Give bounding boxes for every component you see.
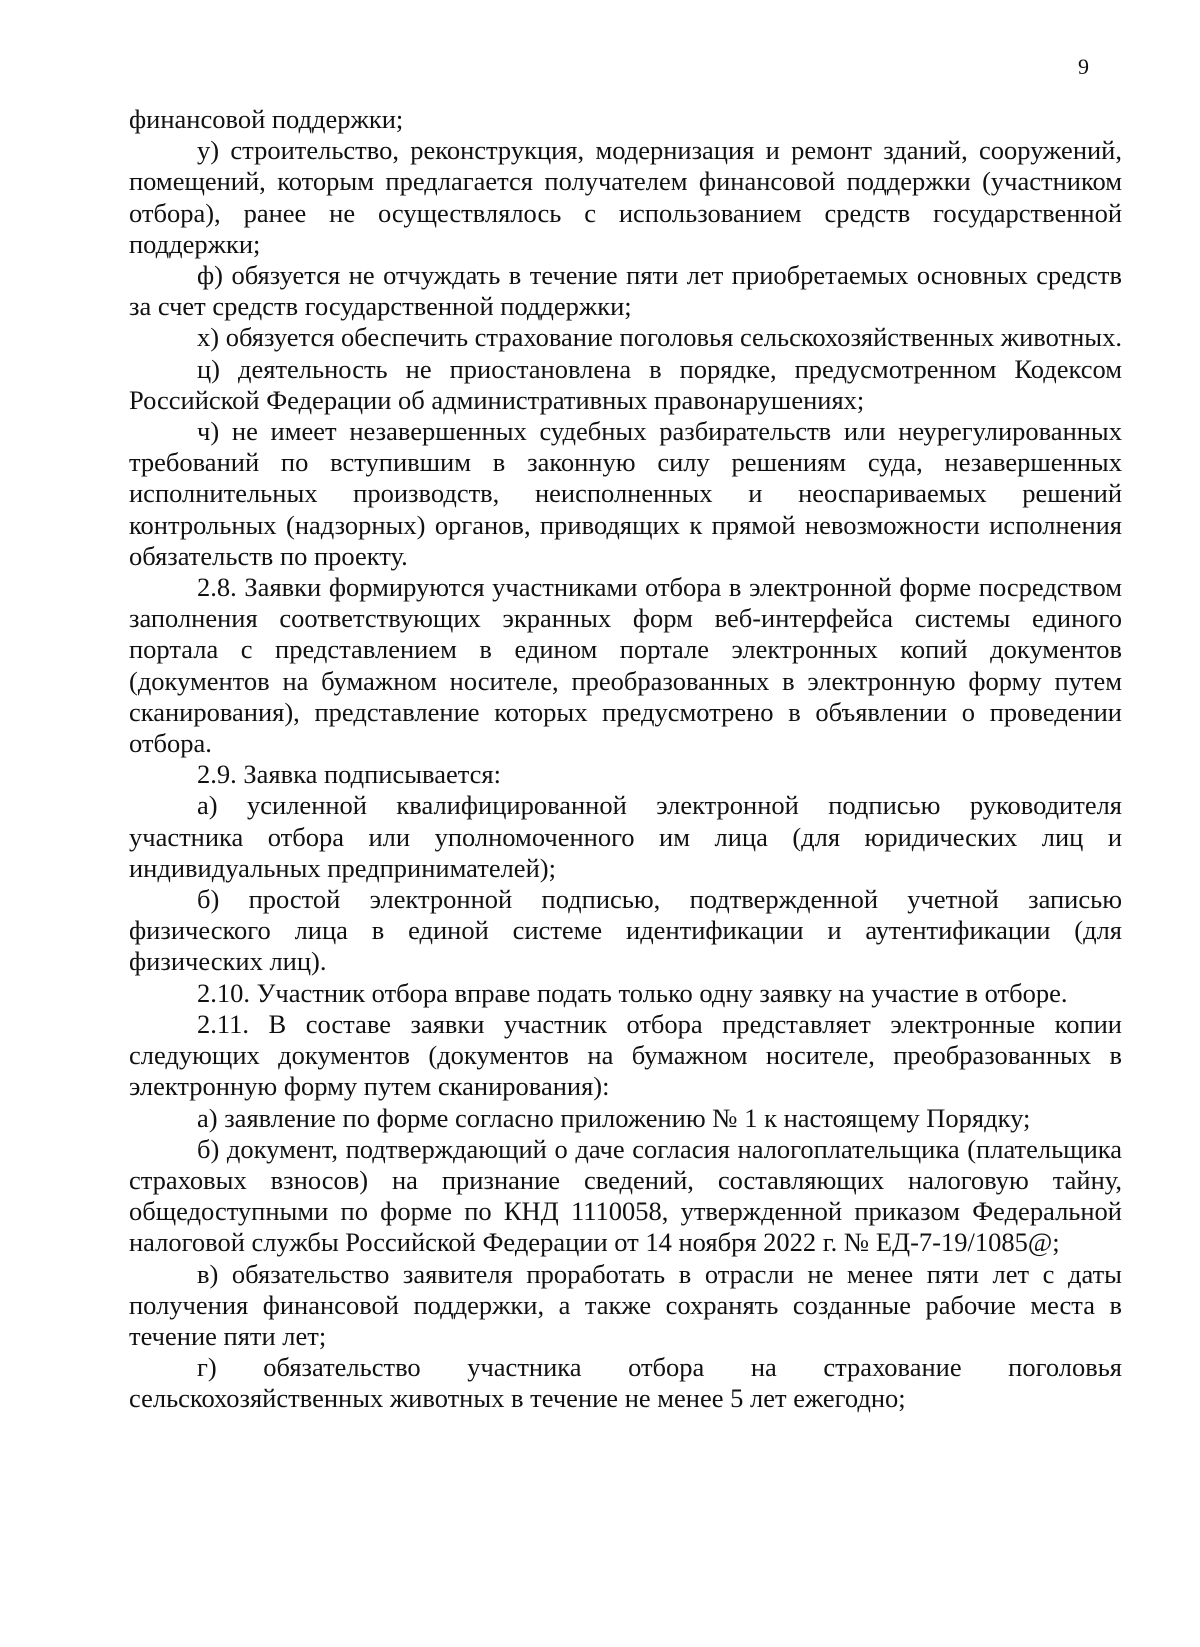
paragraph-item-u: у) строительство, реконструкция, модернизация и ремонт зданий, сооружений, помещений, которым предлагается получателем финансовой поддержки (участником отбора), ранее не осуществлялось с использованием средств государственной поддержки; xyxy=(129,135,1122,259)
paragraph-2-9-b: б) простой электронной подписью, подтвержденной учетной записью физического лица в единой системе идентификации и аутентификации (для физических лиц). xyxy=(129,884,1122,977)
paragraph-item-ts: ц) деятельность не приостановлена в порядке, предусмотренном Кодексом Российской Федерации об административных правонарушениях; xyxy=(129,353,1122,415)
paragraph-item-kh: х) обязуется обеспечить страхование поголовья сельскохозяйственных животных. xyxy=(197,322,1122,353)
paragraph-2-10: 2.10. Участник отбора вправе подать только одну заявку на участие в отборе. xyxy=(197,977,1068,1008)
paragraph-2-11-a: а) заявление по форме согласно приложению № 1 к настоящему Порядку; xyxy=(197,1102,1031,1133)
paragraph-item-ch: ч) не имеет незавершенных судебных разбирательств или неурегулированных требований по вступившим в законную силу решениям суда, незавершенных исполнительных производств, неисполненных и неоспариваемых решений контрольных (надзорных) органов, приводящих к прямой невозможности исполнения обязательств по проекту. xyxy=(129,416,1122,571)
paragraph-2-11-v: в) обязательство заявителя проработать в отрасли не менее пяти лет с даты получения финансовой поддержки, а также сохранять созданные рабочие места в течение пяти лет; xyxy=(129,1258,1122,1351)
paragraph-2-9: 2.9. Заявка подписывается: xyxy=(197,759,501,790)
page-number: 9 xyxy=(1078,54,1089,79)
paragraph-2-11-b: б) документ, подтверждающий о даче согласия налогоплательщика (плательщика страховых взносов) на признание сведений, составляющих налоговую тайну, общедоступными по форме по КНД 1110058, утвержденной приказом Федеральной налоговой службы Российской Федерации от 14 ноября 2022 г. № ЕД-7-19/1085@; xyxy=(129,1133,1122,1258)
paragraph-2-8: 2.8. Заявки формируются участниками отбора в электронной форме посредством заполнения соответствующих экранных форм веб-интерфейса системы единого портала с представлением в едином портале электронных копий документов (документов на бумажном носителе, преобразованных в электронную форму путем сканирования), представление которых предусмотрено в объявлении о проведении отбора. xyxy=(129,572,1122,759)
paragraph-2-11: 2.11. В составе заявки участник отбора представляет электронные копии следующих документов (документов на бумажном носителе, преобразованных в электронную форму путем сканирования): xyxy=(129,1008,1122,1102)
paragraph-continuation: финансовой поддержки; xyxy=(129,104,404,134)
paragraph-item-f: ф) обязуется не отчуждать в течение пяти лет приобретаемых основных средств за счет средств государственной поддержки; xyxy=(129,260,1122,322)
paragraph-2-11-g: г) обязательство участника отбора на страхование поголовья сельскохозяйственных животных в течение не менее 5 лет ежегодно; xyxy=(129,1352,1122,1414)
document-body xyxy=(129,104,1122,1415)
paragraph-2-9-a: а) усиленной квалифицированной электронной подписью руководителя участника отбора или уполномоченного им лица (для юридических лиц и индивидуальных предпринимателей); xyxy=(129,790,1122,883)
